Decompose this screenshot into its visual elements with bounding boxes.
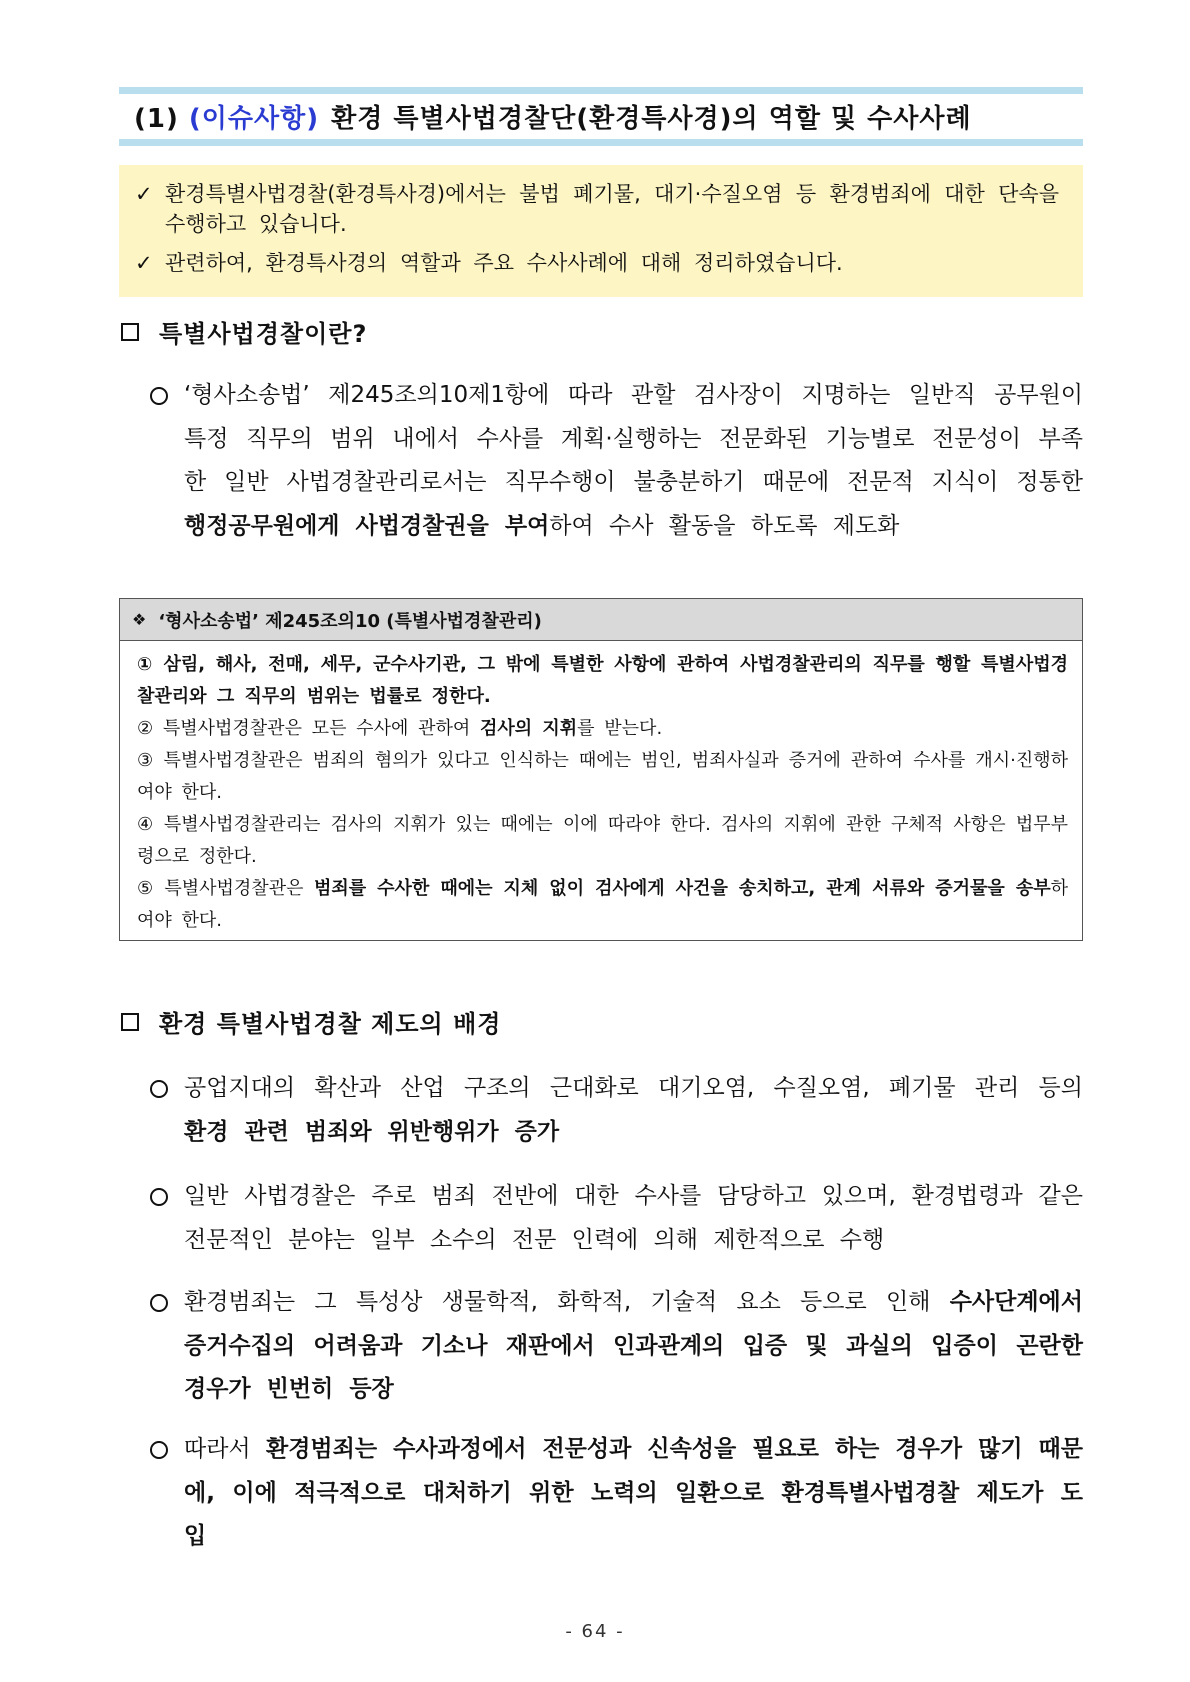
- summary-text: 환경특별사법경찰(환경특사경)에서는 불법 폐기물, 대기·수질오염 등 환경범죄에 대한 단속을 수행하고 있습니다.: [165, 182, 1059, 236]
- law-clause-2: [137, 713, 1068, 745]
- law-clause-text: ⑤ 특별사법경찰관은: [137, 878, 314, 899]
- bullet-text: [184, 1281, 1083, 1412]
- bullet-text-part: ‘형사소송법’ 제245조의10제1항에 따라 관할 검사장이 지명하는 일반직 공무원이 특정 직무의 범위 내에서 수사를 계획·실행하는 전문화된 기능별로 전문성이 부족한 일반 사법경찰관리로서는 직무수행이 불충분하기 때문에 전문적 지식이 정통한: [184, 382, 1083, 495]
- bullet-text-bold: 환경범죄는 수사과정에서 전문성과 신속성을 필요로 하는 경우가 많기 때문에, 이에 적극적으로 대처하기 위한 노력의 일환으로 환경특별사법경찰 제도가 도입: [184, 1436, 1083, 1549]
- law-clause-text: 하여야 한다.: [137, 878, 1068, 931]
- law-clause-3: ③ 특별사법경찰관은 범죄의 혐의가 있다고 인식하는 때에는 범인, 범죄사실과 증거에 관하여 수사를 개시·진행하여야 한다.: [137, 750, 1068, 803]
- summary-box: [119, 165, 1083, 297]
- summary-item: [135, 179, 1059, 239]
- law-article-title: ‘형사소송법’ 제245조의10 (특별사법경찰관리): [158, 610, 542, 632]
- bullet-text-bold: 환경 관련 범죄와 위반행위가 증가: [184, 1118, 560, 1145]
- square-bullet-icon: [121, 323, 139, 341]
- bullet-text: [184, 1175, 1083, 1262]
- title-tag: (이슈사항): [188, 104, 320, 134]
- square-bullet-icon: [121, 1013, 139, 1031]
- section-heading-special-police: [121, 314, 367, 349]
- law-clause-5: [137, 873, 1068, 937]
- law-clause-4: ④ 특별사법경찰관리는 검사의 지휘가 있는 때에는 이에 따라야 한다. 검사의 지휘에 관한 구체적 사항은 법무부령으로 정한다.: [137, 814, 1068, 867]
- summary-text: 관련하여, 환경특사경의 역할과 주요 수사사례에 대해 정리하였습니다.: [165, 251, 843, 275]
- law-clause-text: ② 특별사법경찰관은 모든 수사에 관하여: [137, 718, 480, 739]
- circle-bullet-icon: [150, 1188, 168, 1206]
- bullet-text-part: 일반 사법경찰은 주로 범죄 전반에 대한 수사를 담당하고 있으며, 환경법령과 같은 전문적인 분야는 일부 소수의 전문 인력에 의해 제한적으로 수행: [184, 1183, 1083, 1253]
- checkmark-icon: ✓: [135, 251, 153, 275]
- bullet-text-part: 공업지대의 확산과 산업 구조의 근대화로 대기오염, 수질오염, 폐기물 관리 등의: [184, 1075, 1083, 1101]
- title-main: 환경 특별사법경찰단(환경특사경)의 역할 및 수사사례: [331, 104, 972, 134]
- section-heading-text: 환경 특별사법경찰 제도의 배경: [159, 1010, 502, 1038]
- law-clause-bold: 범죄를 수사한 때에는 지체 없이 검사에게 사건을 송치하고, 관계 서류와 증거물을 송부: [313, 878, 1051, 899]
- bullet-text: [184, 1428, 1083, 1559]
- diamond-bullet-icon: ❖: [132, 610, 147, 629]
- title-number: (1): [134, 104, 179, 134]
- bullet-text: [184, 374, 1083, 548]
- page-title: [134, 98, 972, 135]
- bullet-text-part: 따라서: [184, 1436, 266, 1462]
- summary-item: [135, 248, 1059, 278]
- bullet-background-1: [150, 1067, 1083, 1154]
- bullet-background-3: [150, 1281, 1083, 1412]
- section-heading-text: 특별사법경찰이란?: [159, 320, 368, 348]
- bullet-definition: [150, 374, 1083, 548]
- circle-bullet-icon: [150, 1080, 168, 1098]
- law-clause-text: 를 받는다.: [577, 718, 663, 739]
- circle-bullet-icon: [150, 1294, 168, 1312]
- checkmark-icon: ✓: [135, 182, 153, 206]
- bullet-background-2: [150, 1175, 1083, 1262]
- law-clause-1: ① 삼림, 해사, 전매, 세무, 군수사기관, 그 밖에 특별한 사항에 관하여 사법경찰관리의 직무를 행할 특별사법경찰관리와 그 직무의 범위는 법률로 정한다.: [137, 654, 1068, 707]
- bullet-text-bold: 수사단계에서 증거수집의 어려움과 기소나 재판에서 인과관계의 입증 및 과실의 입증이 곤란한 경우가 빈번히 등장: [184, 1289, 1083, 1402]
- bullet-text: [184, 1067, 1083, 1154]
- law-article-box: [119, 598, 1083, 941]
- page-number: - 64 -: [565, 1621, 625, 1642]
- circle-bullet-icon: [150, 387, 168, 405]
- bullet-text-part: 하여 수사 활동을 하도록 제도화: [549, 512, 900, 539]
- title-bar: [119, 87, 1083, 146]
- law-article-header: [120, 599, 1082, 641]
- bullet-background-4: [150, 1428, 1083, 1559]
- law-clause-bold: 검사의 지휘: [479, 718, 578, 739]
- law-article-body: [120, 641, 1082, 937]
- section-heading-background: [121, 1004, 501, 1039]
- circle-bullet-icon: [150, 1441, 168, 1459]
- bullet-text-part: 환경범죄는 그 특성상 생물학적, 화학적, 기술적 요소 등으로 인해: [184, 1289, 950, 1315]
- bullet-text-bold: 행정공무원에게 사법경찰권을 부여: [184, 512, 550, 539]
